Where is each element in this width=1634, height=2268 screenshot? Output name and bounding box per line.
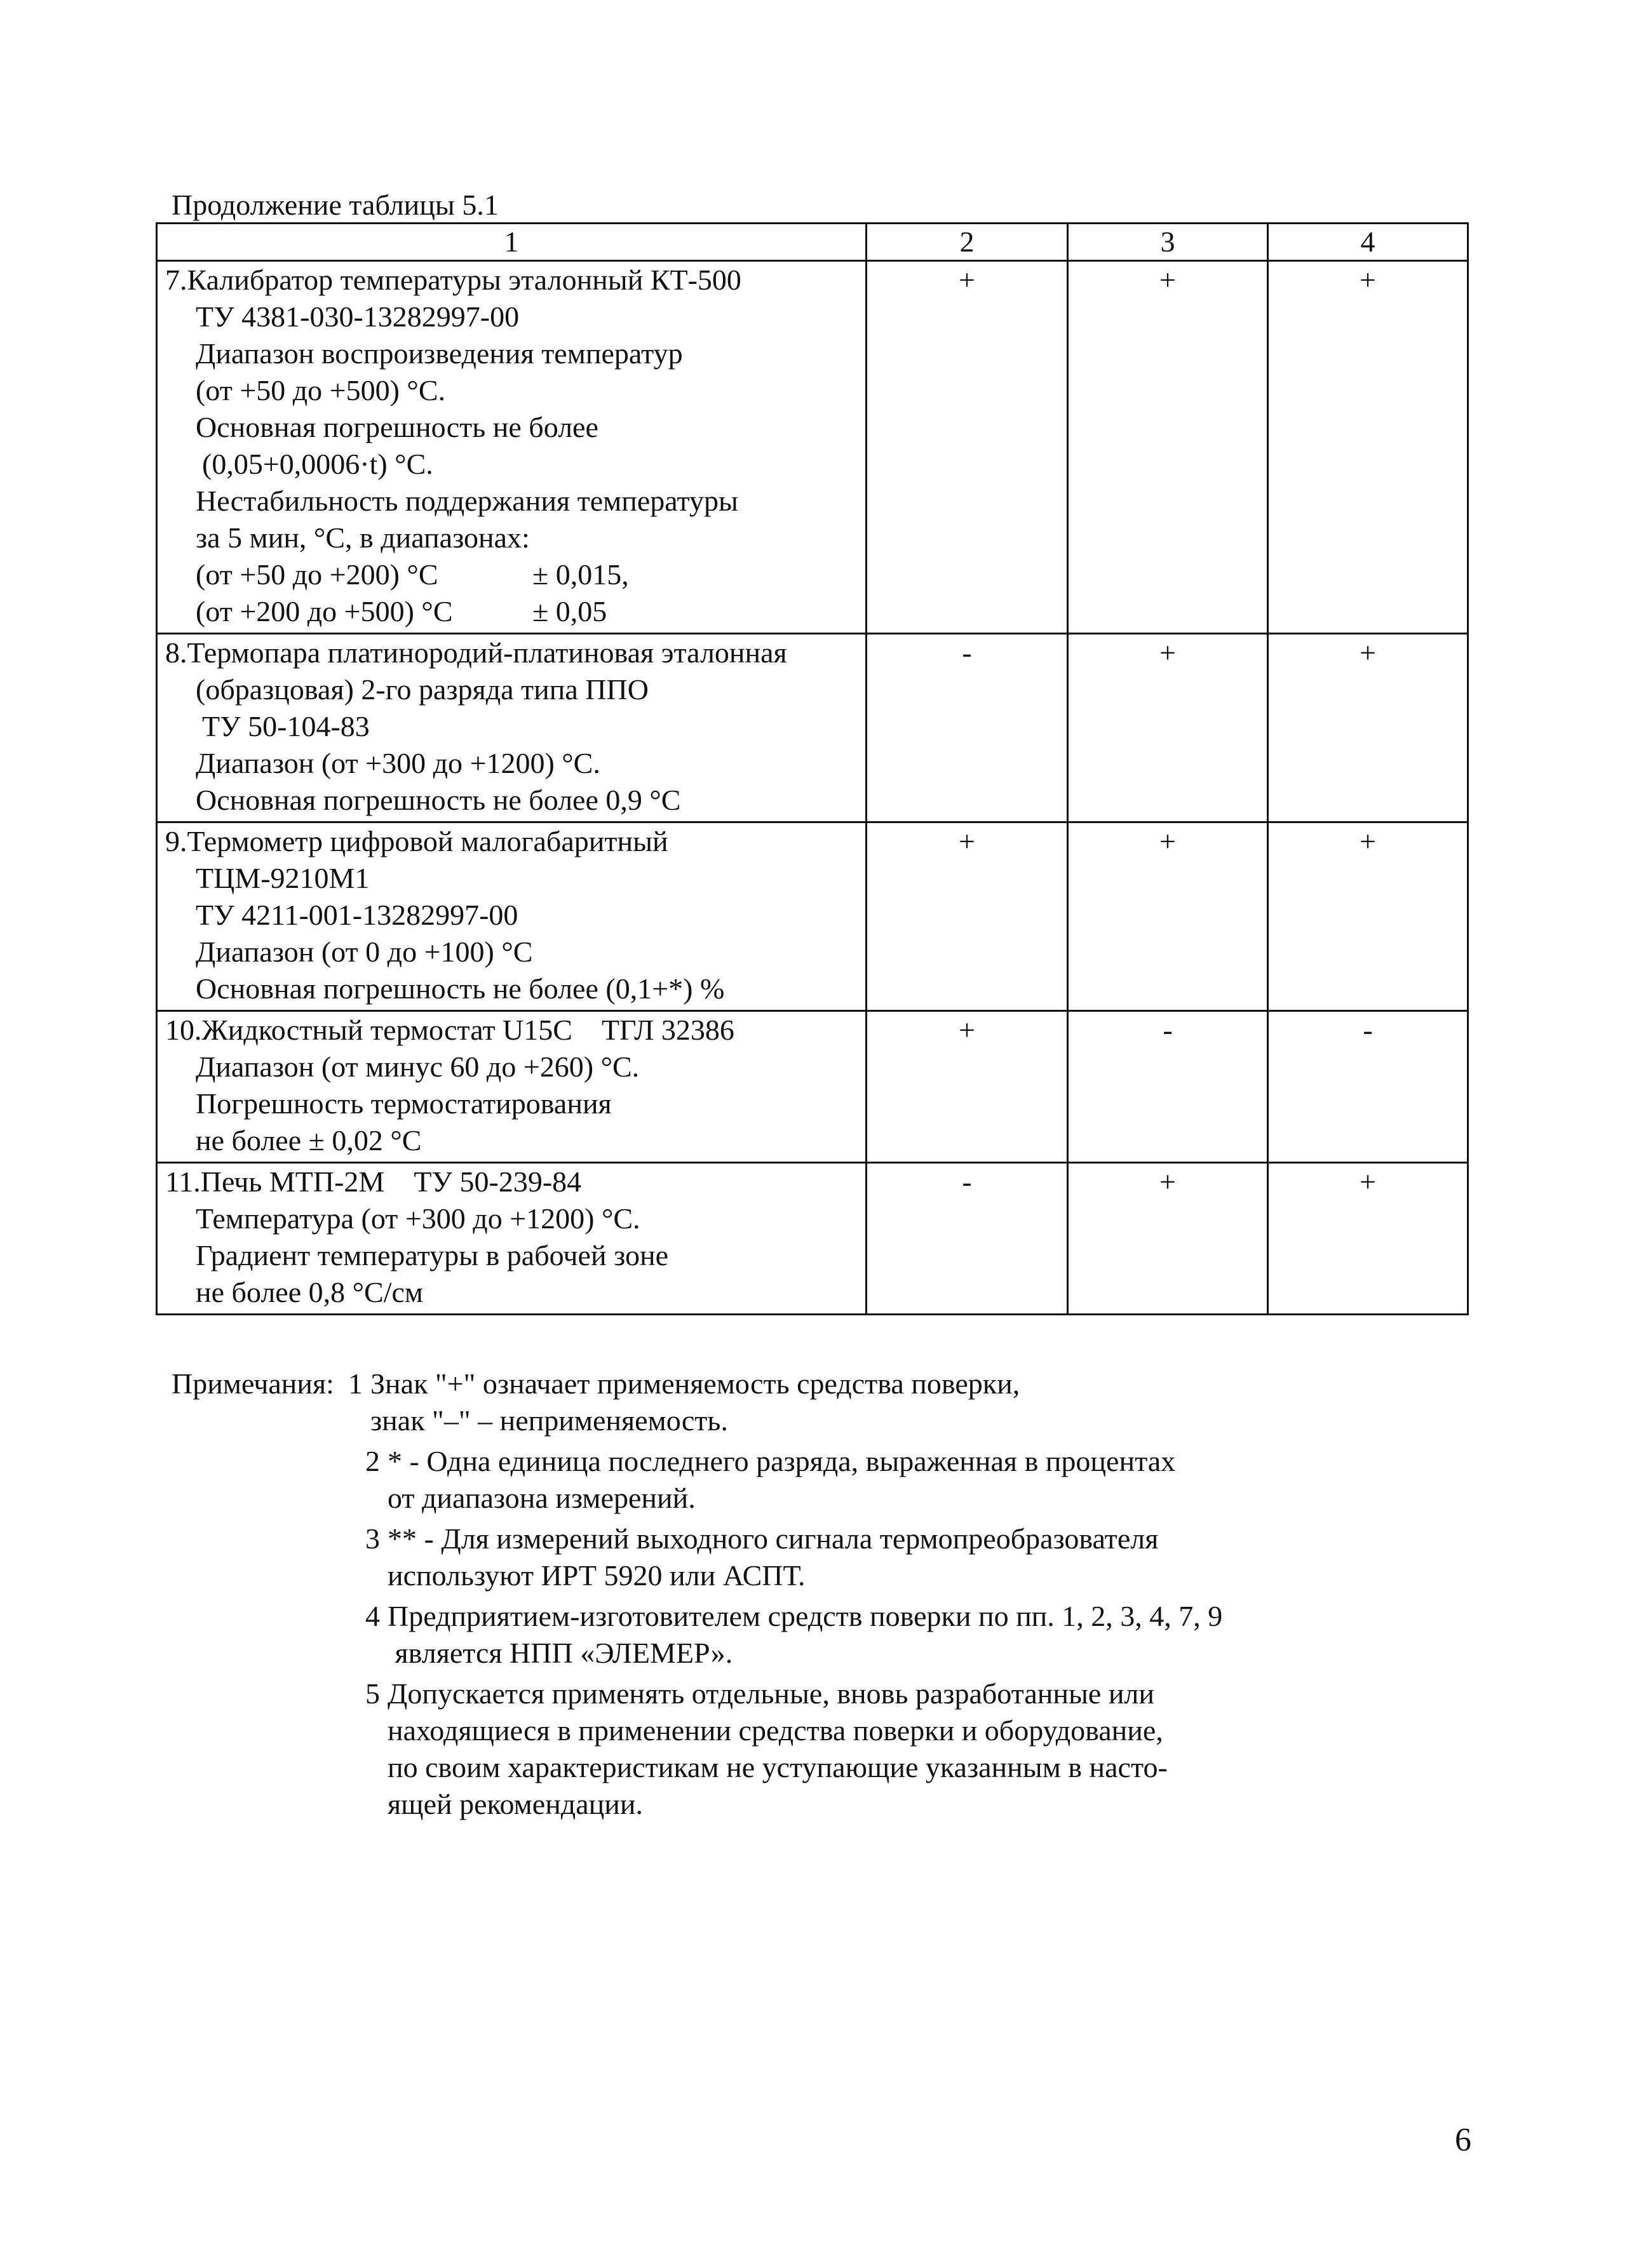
row-line: Диапазон (от минус 60 до +260) °С.	[196, 1050, 640, 1083]
row-description	[157, 822, 867, 1011]
applicability-mark: -	[867, 1163, 1068, 1315]
range-value: ± 0,015,	[532, 558, 629, 591]
note-number: 5	[365, 1677, 380, 1710]
table-header-row	[157, 224, 1468, 261]
notes-label: Примечания:	[172, 1367, 334, 1400]
row-line: (0,05+0,0006·t) °С.	[202, 448, 433, 480]
note-line: используют ИРТ 5920 или АСПТ.	[388, 1559, 806, 1592]
note-text	[370, 1365, 1020, 1439]
note-text	[388, 1443, 1175, 1517]
row-title: 8.Термопара платинородий-платиновая эталонная	[165, 636, 787, 669]
row-title: 10.Жидкостный термостат U15C ТГЛ 32386	[165, 1014, 734, 1046]
row-description	[157, 261, 867, 634]
row-line: Основная погрешность не более (0,1+*) %	[196, 972, 725, 1005]
table-row	[157, 1011, 1468, 1163]
applicability-mark: -	[867, 634, 1068, 822]
row-line: (образцовая) 2-го разряда типа ППО	[196, 673, 649, 706]
note-line: Предприятием-изготовителем средств поверки по пп. 1, 2, 3, 4, 7, 9	[388, 1600, 1223, 1632]
applicability-mark: +	[1268, 1163, 1468, 1315]
applicability-mark: +	[1068, 634, 1268, 822]
column-header: 2	[867, 224, 1068, 261]
note-item	[172, 1520, 1222, 1594]
note-item	[172, 1443, 1222, 1517]
note-number: 4	[365, 1600, 380, 1632]
table-row	[157, 1163, 1468, 1315]
range-value: ± 0,05	[532, 595, 607, 627]
applicability-mark: +	[867, 822, 1068, 1011]
note-number: 3	[365, 1522, 380, 1555]
note-number: 1	[348, 1367, 363, 1400]
column-header: 3	[1068, 224, 1268, 261]
table-caption: Продолжение таблицы 5.1	[172, 189, 499, 221]
note-line: знак "–" – неприменяемость.	[370, 1404, 728, 1437]
row-title: 9.Термометр цифровой малогабаритный	[165, 825, 668, 857]
note-line: по своим характеристикам не уступающие указанным в насто-	[388, 1751, 1168, 1783]
applicability-mark: +	[867, 1011, 1068, 1163]
row-line: Диапазон (от +300 до +1200) °С.	[196, 747, 600, 779]
row-title: 7.Калибратор температуры эталонный КТ-500	[165, 264, 741, 296]
row-line: Температура (от +300 до +1200) °С.	[196, 1202, 640, 1235]
note-item	[172, 1365, 1222, 1439]
note-number: 2	[365, 1445, 380, 1477]
page-number: 6	[1455, 2122, 1471, 2158]
note-item	[172, 1675, 1222, 1823]
note-item	[172, 1598, 1222, 1672]
row-line: Градиент температуры в рабочей зоне	[196, 1239, 669, 1272]
row-line: ТУ 4211-001-13282997-00	[196, 899, 518, 931]
range-label: (от +200 до +500) °С	[196, 595, 453, 627]
row-line: Диапазон (от 0 до +100) °С	[196, 936, 533, 968]
applicability-mark: +	[1268, 822, 1468, 1011]
table-row	[157, 261, 1468, 634]
applicability-mark: -	[1268, 1011, 1468, 1163]
row-line: (от +50 до +500) °С.	[196, 374, 445, 406]
verification-tools-table	[156, 222, 1469, 1315]
row-line: за 5 мин, °С, в диапазонах:	[196, 521, 530, 554]
row-description	[157, 634, 867, 822]
note-text	[388, 1598, 1222, 1672]
note-line: находящиеся в применении средства поверки и оборудование,	[388, 1714, 1163, 1747]
applicability-mark: -	[1068, 1011, 1268, 1163]
applicability-mark: +	[1068, 261, 1268, 634]
row-line: ТЦМ-9210М1	[196, 862, 370, 894]
note-line: ** - Для измерений выходного сигнала термопреобразователя	[388, 1522, 1159, 1555]
note-text	[388, 1675, 1168, 1823]
range-label: (от +50 до +200) °С	[196, 558, 438, 591]
row-line: ТУ 4381-030-13282997-00	[196, 300, 520, 333]
table-row	[157, 822, 1468, 1011]
note-line: Допускается применять отдельные, вновь разработанные или	[388, 1677, 1155, 1710]
applicability-mark: +	[1268, 261, 1468, 634]
row-line: Диапазон воспроизведения температур	[196, 337, 683, 370]
row-line: Основная погрешность не более	[196, 411, 598, 443]
row-description	[157, 1011, 867, 1163]
applicability-mark: +	[867, 261, 1068, 634]
note-line: * - Одна единица последнего разряда, выраженная в процентах	[388, 1445, 1176, 1477]
row-line: Нестабильность поддержания температуры	[196, 485, 738, 517]
row-line: не более ± 0,02 °С	[196, 1124, 422, 1157]
range-value-pair	[165, 556, 860, 593]
applicability-mark: +	[1068, 1163, 1268, 1315]
row-line: Основная погрешность не более 0,9 °С	[196, 784, 681, 816]
note-line: является НПП «ЭЛЕМЕР».	[388, 1637, 733, 1669]
row-line: не более 0,8 °С/см	[196, 1276, 424, 1308]
range-value-pair	[165, 593, 860, 630]
row-title: 11.Печь МТП-2М ТУ 50-239-84	[165, 1165, 582, 1198]
note-line: Знак "+" означает применяемость средства поверки,	[370, 1367, 1020, 1400]
table-row	[157, 634, 1468, 822]
row-line: Погрешность термостатирования	[196, 1087, 612, 1120]
notes-section	[172, 1365, 1222, 1827]
column-header: 4	[1268, 224, 1468, 261]
row-description	[157, 1163, 867, 1315]
note-line: от диапазона измерений.	[388, 1482, 696, 1514]
note-text	[388, 1520, 1158, 1594]
applicability-mark: +	[1068, 822, 1268, 1011]
note-line: ящей рекомендации.	[388, 1788, 643, 1820]
applicability-mark: +	[1268, 634, 1468, 822]
column-header: 1	[157, 224, 867, 261]
row-line: ТУ 50-104-83	[202, 710, 370, 742]
